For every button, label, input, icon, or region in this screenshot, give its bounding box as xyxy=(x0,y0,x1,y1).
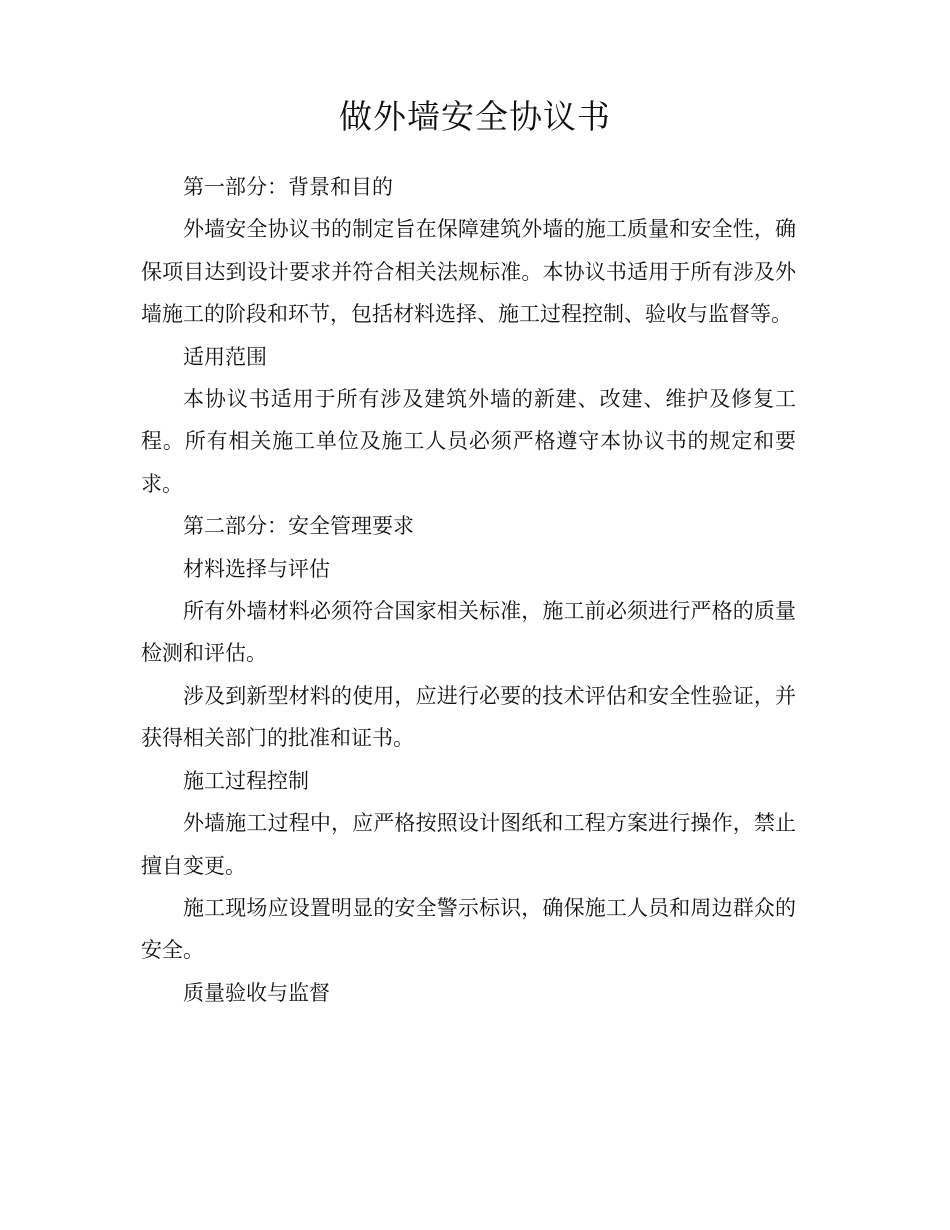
subheading-materials: 材料选择与评估 xyxy=(183,556,330,581)
paragraph-background: 外墙安全协议书的制定旨在保障建筑外墙的施工质量和安全性，确保项目达到设计要求并符合相关法规标准。本协议书适用于所有涉及外墙施工的阶段和环节，包括材料选择、施工过程控制、验收与监督等。 xyxy=(141,217,796,327)
paragraph-safety-signs: 施工现场应设置明显的安全警示标识，确保施工人员和周边群众的安全。 xyxy=(141,895,796,963)
document-title: 做外墙安全协议书 xyxy=(339,97,611,136)
paragraph-scope: 本协议书适用于所有涉及建筑外墙的新建、改建、维护及修复工程。所有相关施工单位及施工人员必须严格遵守本协议书的规定和要求。 xyxy=(141,387,796,496)
paragraph-construction-process: 外墙施工过程中，应严格按照设计图纸和工程方案进行操作，禁止擅自变更。 xyxy=(141,811,796,878)
subheading-scope: 适用范围 xyxy=(183,344,267,369)
subheading-process-control: 施工过程控制 xyxy=(183,768,309,793)
paragraph-new-materials: 涉及到新型材料的使用，应进行必要的技术评估和安全性验证，并获得相关部门的批准和证书。 xyxy=(141,683,796,751)
paragraph-materials-standard: 所有外墙材料必须符合国家相关标准，施工前必须进行严格的质量检测和评估。 xyxy=(141,599,796,666)
section-heading-part-two: 第二部分：安全管理要求 xyxy=(183,514,414,539)
subheading-quality-acceptance: 质量验收与监督 xyxy=(183,980,330,1005)
document-body xyxy=(141,166,796,1014)
section-heading-part-one: 第一部分：背景和目的 xyxy=(183,175,393,199)
